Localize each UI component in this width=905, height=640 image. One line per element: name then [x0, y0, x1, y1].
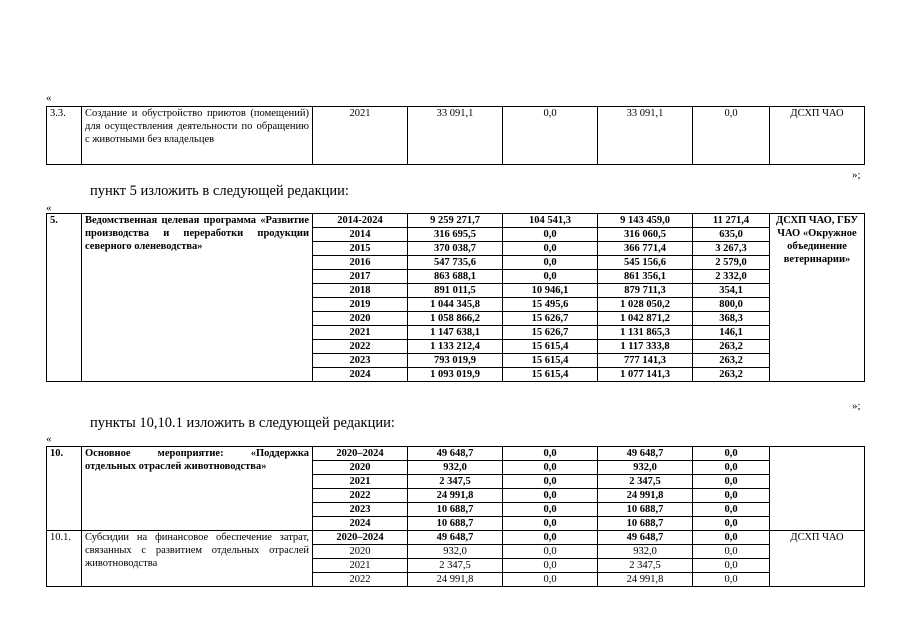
year-cell: 2021	[313, 475, 408, 489]
district-cell: 879 711,3	[598, 284, 693, 298]
total-cell: 891 011,5	[408, 284, 503, 298]
total-cell: 24 991,8	[408, 489, 503, 503]
district-cell: 777 141,3	[598, 354, 693, 368]
open-quote: «	[46, 433, 52, 445]
district-cell: 366 771,4	[598, 242, 693, 256]
year-cell: 2020–2024	[313, 531, 408, 545]
district-cell: 1 131 865,3	[598, 326, 693, 340]
other-cell: 2 579,0	[693, 256, 770, 270]
total-cell: 1 058 866,2	[408, 312, 503, 326]
year-cell: 2015	[313, 242, 408, 256]
federal-cell: 15 495,6	[503, 298, 598, 312]
executor-cell: ДСХП ЧАО	[770, 531, 865, 587]
federal-cell: 104 541,3	[503, 214, 598, 228]
other-cell: 0,0	[693, 489, 770, 503]
federal-cell: 0,0	[503, 531, 598, 545]
district-cell: 316 060,5	[598, 228, 693, 242]
year-cell: 2024	[313, 517, 408, 531]
total-cell: 1 044 345,8	[408, 298, 503, 312]
federal-cell: 15 615,4	[503, 368, 598, 382]
total-cell: 547 735,6	[408, 256, 503, 270]
district-cell: 1 042 871,2	[598, 312, 693, 326]
federal-cell: 0,0	[503, 475, 598, 489]
federal-cell: 0,0	[503, 107, 598, 165]
total-cell: 863 688,1	[408, 270, 503, 284]
year-cell: 2023	[313, 354, 408, 368]
other-cell: 368,3	[693, 312, 770, 326]
total-cell: 49 648,7	[408, 447, 503, 461]
district-cell: 9 143 459,0	[598, 214, 693, 228]
federal-cell: 0,0	[503, 242, 598, 256]
year-cell: 2018	[313, 284, 408, 298]
district-cell: 2 347,5	[598, 559, 693, 573]
district-cell: 49 648,7	[598, 531, 693, 545]
total-cell: 932,0	[408, 545, 503, 559]
other-cell: 3 267,3	[693, 242, 770, 256]
district-cell: 24 991,8	[598, 489, 693, 503]
year-cell: 2021	[313, 107, 408, 165]
district-cell: 861 356,1	[598, 270, 693, 284]
year-cell: 2021	[313, 326, 408, 340]
total-cell: 1 147 638,1	[408, 326, 503, 340]
total-cell: 49 648,7	[408, 531, 503, 545]
item-name: Создание и обустройство приютов (помещений) для осуществления деятельности по обращению с животными без владельцев	[82, 107, 313, 165]
federal-cell: 0,0	[503, 545, 598, 559]
executor-cell: ДСХП ЧАО, ГБУ ЧАО «Окружное объединение ветеринарии»	[770, 214, 865, 382]
other-cell: 263,2	[693, 354, 770, 368]
other-cell: 0,0	[693, 107, 770, 165]
total-cell: 932,0	[408, 461, 503, 475]
year-cell: 2024	[313, 368, 408, 382]
district-cell: 10 688,7	[598, 503, 693, 517]
year-cell: 2020	[313, 461, 408, 475]
other-cell: 0,0	[693, 503, 770, 517]
federal-cell: 15 626,7	[503, 312, 598, 326]
federal-cell: 0,0	[503, 447, 598, 461]
federal-cell: 10 946,1	[503, 284, 598, 298]
other-cell: 635,0	[693, 228, 770, 242]
table-row	[47, 214, 865, 228]
other-cell: 0,0	[693, 573, 770, 587]
total-cell: 2 347,5	[408, 475, 503, 489]
item-number: 3.3.	[47, 107, 82, 165]
federal-cell: 0,0	[503, 489, 598, 503]
other-cell: 800,0	[693, 298, 770, 312]
federal-cell: 0,0	[503, 461, 598, 475]
total-cell: 370 038,7	[408, 242, 503, 256]
year-cell: 2020	[313, 312, 408, 326]
federal-cell: 0,0	[503, 573, 598, 587]
other-cell: 263,2	[693, 368, 770, 382]
total-cell: 10 688,7	[408, 503, 503, 517]
year-cell: 2014-2024	[313, 214, 408, 228]
year-cell: 2023	[313, 503, 408, 517]
year-cell: 2022	[313, 573, 408, 587]
table-item-5	[46, 213, 865, 382]
other-cell: 0,0	[693, 447, 770, 461]
district-cell: 1 077 141,3	[598, 368, 693, 382]
close-quote: »;	[852, 400, 861, 412]
district-cell: 932,0	[598, 461, 693, 475]
total-cell: 1 093 019,9	[408, 368, 503, 382]
federal-cell: 0,0	[503, 228, 598, 242]
item-number: 10.	[47, 447, 82, 531]
other-cell: 0,0	[693, 545, 770, 559]
item-number: 10.1.	[47, 531, 82, 587]
close-quote: »;	[852, 169, 861, 181]
item-name: Основное мероприятие: «Поддержка отдельных отраслей животноводства»	[82, 447, 313, 531]
district-cell: 932,0	[598, 545, 693, 559]
item-name: Ведомственная целевая программа «Развитие производства и переработки продукции северного оленеводства»	[82, 214, 313, 382]
instruction-paragraph-1: пункт 5 изложить в следующей редакции:	[90, 183, 349, 199]
year-cell: 2019	[313, 298, 408, 312]
other-cell: 0,0	[693, 559, 770, 573]
total-cell: 2 347,5	[408, 559, 503, 573]
instruction-paragraph-2: пункты 10,10.1 изложить в следующей редакции:	[90, 415, 395, 431]
district-cell: 10 688,7	[598, 517, 693, 531]
federal-cell: 0,0	[503, 517, 598, 531]
year-cell: 2020	[313, 545, 408, 559]
total-cell: 316 695,5	[408, 228, 503, 242]
total-cell: 10 688,7	[408, 517, 503, 531]
open-quote: «	[46, 202, 52, 214]
year-cell: 2022	[313, 340, 408, 354]
district-cell: 2 347,5	[598, 475, 693, 489]
year-cell: 2014	[313, 228, 408, 242]
total-cell: 33 091,1	[408, 107, 503, 165]
federal-cell: 15 615,4	[503, 354, 598, 368]
other-cell: 0,0	[693, 461, 770, 475]
district-cell: 24 991,8	[598, 573, 693, 587]
table-row	[47, 447, 865, 461]
other-cell: 354,1	[693, 284, 770, 298]
table-row	[47, 531, 865, 545]
total-cell: 1 133 212,4	[408, 340, 503, 354]
federal-cell: 0,0	[503, 256, 598, 270]
other-cell: 2 332,0	[693, 270, 770, 284]
year-cell: 2021	[313, 559, 408, 573]
item-name: Субсидии на финансовое обеспечение затрат, связанных с развитием отдельных отраслей животноводства	[82, 531, 313, 587]
district-cell: 1 117 333,8	[598, 340, 693, 354]
other-cell: 0,0	[693, 531, 770, 545]
year-cell: 2016	[313, 256, 408, 270]
federal-cell: 15 626,7	[503, 326, 598, 340]
total-cell: 9 259 271,7	[408, 214, 503, 228]
other-cell: 146,1	[693, 326, 770, 340]
district-cell: 545 156,6	[598, 256, 693, 270]
open-quote: «	[46, 92, 52, 104]
federal-cell: 0,0	[503, 270, 598, 284]
other-cell: 263,2	[693, 340, 770, 354]
district-cell: 49 648,7	[598, 447, 693, 461]
other-cell: 0,0	[693, 475, 770, 489]
table-item-3-3	[46, 106, 865, 165]
executor-cell: ДСХП ЧАО	[770, 107, 865, 165]
other-cell: 11 271,4	[693, 214, 770, 228]
district-cell: 1 028 050,2	[598, 298, 693, 312]
total-cell: 24 991,8	[408, 573, 503, 587]
executor-cell	[770, 447, 865, 531]
year-cell: 2022	[313, 489, 408, 503]
year-cell: 2017	[313, 270, 408, 284]
federal-cell: 15 615,4	[503, 340, 598, 354]
year-cell: 2020–2024	[313, 447, 408, 461]
district-cell: 33 091,1	[598, 107, 693, 165]
other-cell: 0,0	[693, 517, 770, 531]
federal-cell: 0,0	[503, 559, 598, 573]
total-cell: 793 019,9	[408, 354, 503, 368]
table-items-10	[46, 446, 865, 587]
item-number: 5.	[47, 214, 82, 382]
federal-cell: 0,0	[503, 503, 598, 517]
table-row	[47, 107, 865, 165]
